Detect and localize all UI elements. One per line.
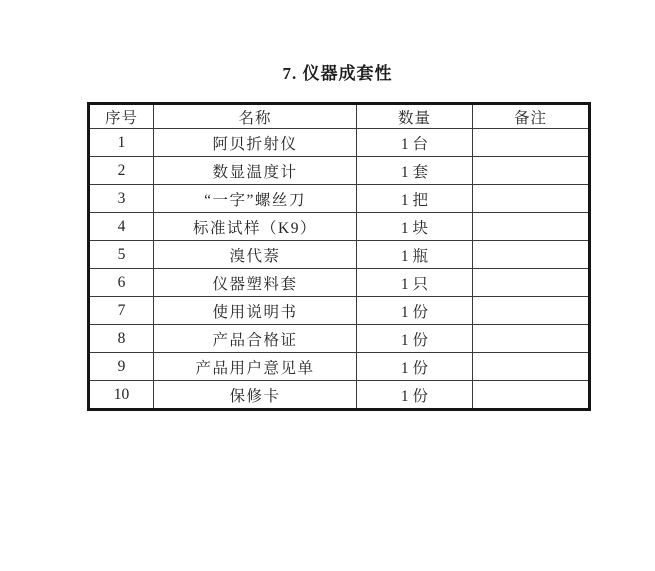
cell-name: 产品用户意见单	[154, 353, 357, 381]
column-header-serial: 序号	[89, 104, 154, 129]
cell-serial: 6	[89, 269, 154, 297]
cell-serial: 7	[89, 297, 154, 325]
cell-name: 使用说明书	[154, 297, 357, 325]
table-row	[89, 185, 590, 213]
completeness-table	[87, 102, 591, 411]
table-row	[89, 325, 590, 353]
cell-remarks	[473, 269, 590, 297]
cell-name: 数显温度计	[154, 157, 357, 185]
cell-name: 产品合格证	[154, 325, 357, 353]
table-row	[89, 241, 590, 269]
cell-quantity: 1 台	[357, 129, 473, 157]
cell-quantity: 1 瓶	[357, 241, 473, 269]
cell-quantity: 1 套	[357, 157, 473, 185]
cell-serial: 2	[89, 157, 154, 185]
column-header-remarks: 备注	[473, 104, 590, 129]
cell-name: 溴代萘	[154, 241, 357, 269]
table-row	[89, 157, 590, 185]
cell-remarks	[473, 381, 590, 410]
cell-serial: 5	[89, 241, 154, 269]
cell-quantity: 1 份	[357, 381, 473, 410]
table-row	[89, 269, 590, 297]
cell-remarks	[473, 241, 590, 269]
table-row	[89, 213, 590, 241]
table-row	[89, 129, 590, 157]
table-row	[89, 381, 590, 410]
cell-serial: 1	[89, 129, 154, 157]
cell-serial: 4	[89, 213, 154, 241]
cell-serial: 8	[89, 325, 154, 353]
cell-quantity: 1 块	[357, 213, 473, 241]
document-title: 7. 仪器成套性	[282, 64, 393, 83]
cell-serial: 10	[89, 381, 154, 410]
cell-quantity: 1 份	[357, 353, 473, 381]
cell-serial: 9	[89, 353, 154, 381]
header-row	[89, 104, 590, 129]
cell-quantity: 1 只	[357, 269, 473, 297]
cell-remarks	[473, 129, 590, 157]
cell-name: “一字”螺丝刀	[154, 185, 357, 213]
cell-remarks	[473, 213, 590, 241]
cell-name: 标准试样（K9）	[154, 213, 357, 241]
cell-name: 阿贝折射仪	[154, 129, 357, 157]
cell-name: 保修卡	[154, 381, 357, 410]
cell-remarks	[473, 185, 590, 213]
table-row	[89, 353, 590, 381]
cell-quantity: 1 份	[357, 297, 473, 325]
cell-name: 仪器塑料套	[154, 269, 357, 297]
table-row	[89, 297, 590, 325]
cell-serial: 3	[89, 185, 154, 213]
table-header	[89, 104, 590, 129]
cell-remarks	[473, 157, 590, 185]
table-body	[89, 129, 590, 410]
cell-remarks	[473, 325, 590, 353]
column-header-name: 名称	[154, 104, 357, 129]
column-header-quantity: 数量	[357, 104, 473, 129]
cell-remarks	[473, 353, 590, 381]
cell-quantity: 1 份	[357, 325, 473, 353]
cell-remarks	[473, 297, 590, 325]
cell-quantity: 1 把	[357, 185, 473, 213]
